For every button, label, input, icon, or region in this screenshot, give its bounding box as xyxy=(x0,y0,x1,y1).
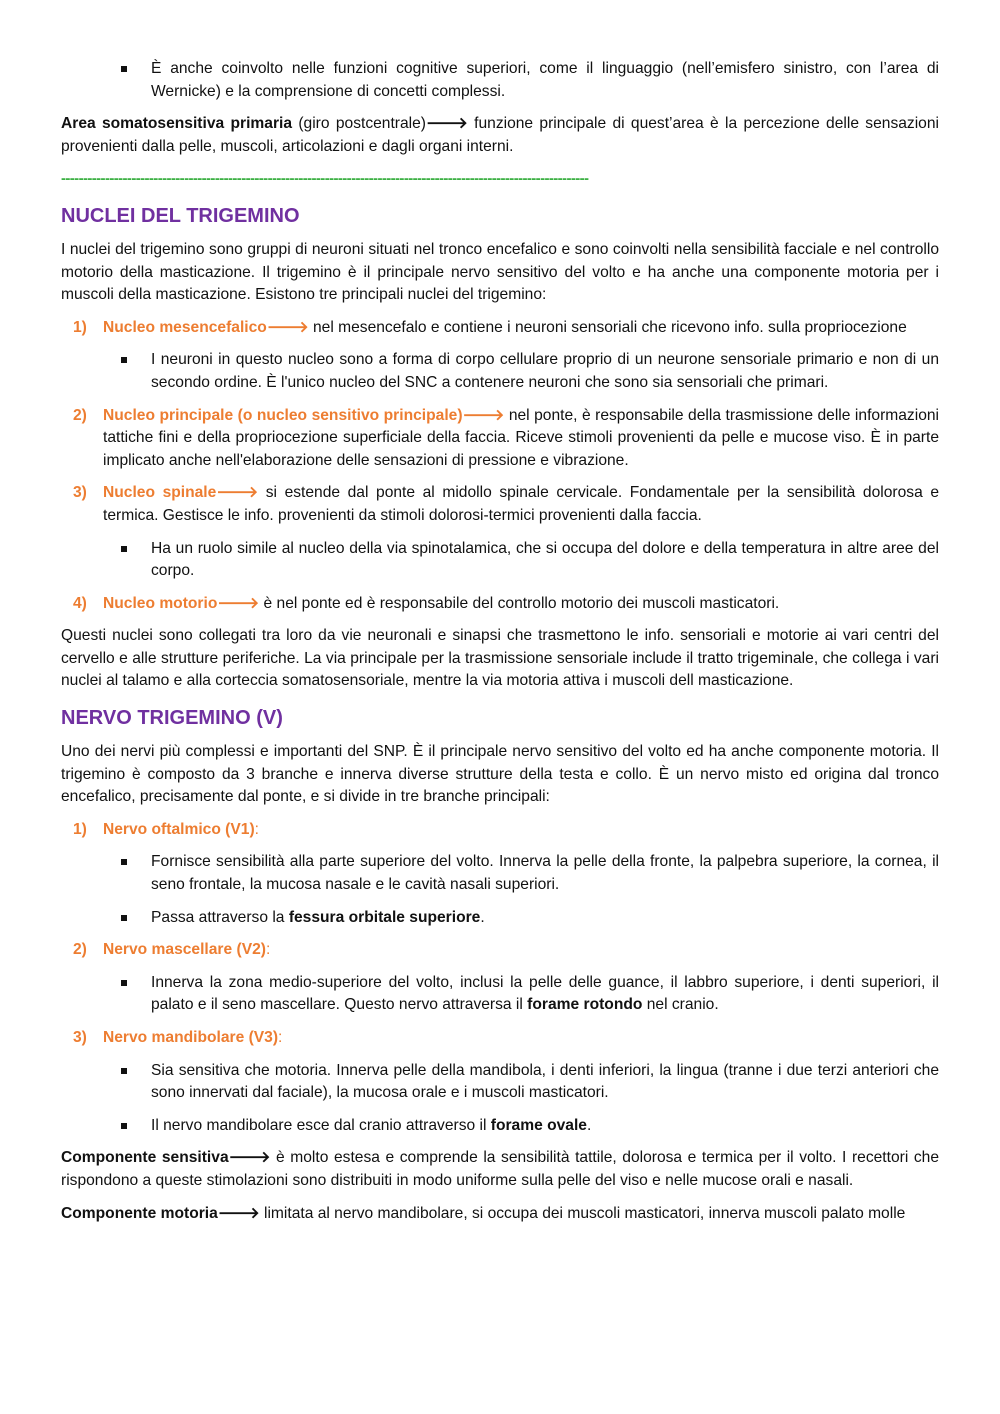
bullet-text-pre: Innerva la zona medio-superiore del volto, inclusi la pelle delle guance, il labbro superiore, i denti superiori, il palato e il seno mascellare. Questo nervo attraversa il xyxy=(151,973,939,1014)
item-text: si estende dal ponte al midollo spinale cervicale. Fondamentale per la sensibilità dolorosa e termica. Gestisce le info. provenienti da stimoli dolorosi-termici provenienti dalla faccia. xyxy=(103,484,939,524)
item-text: nel mesencefalo e contiene i neuroni sensoriali che ricevono info. sulla propriocezione xyxy=(308,318,907,336)
bullet-item xyxy=(61,538,939,583)
item-title: Nervo mandibolare (V3) xyxy=(103,1029,279,1046)
nuclei-outro: Questi nuclei sono collegati tra loro da vie neuronali e sinapsi che trasmettono le info. sensoriali e motorie ai vari centri del cervello e alle strutture periferiche. La via principale per la trasmissione sensoriale include il tratto trigeminale, che collega i vari nuclei al talamo e alla corteccia somatosensoriale, mentre la via motoria attiva i muscoli dell masticazione. xyxy=(61,627,939,690)
arrow-icon: 🡒 xyxy=(217,594,260,612)
section-heading-nuclei: NUCLEI DEL TRIGEMINO xyxy=(61,204,300,227)
area-term: Area somatosensitiva primaria xyxy=(61,115,293,133)
bullet-item xyxy=(61,349,939,394)
list-item-nucleo-3 xyxy=(61,482,939,527)
item-title xyxy=(103,319,309,336)
list-number: 2) xyxy=(73,941,87,959)
bullet-text: È anche coinvolto nelle funzioni cognitive superiori, come il linguaggio (nell’emisfero sinistro, con l’area di Wernicke) e la comprensione di concetti complessi. xyxy=(151,60,939,100)
item-title xyxy=(103,484,258,501)
item-colon: : xyxy=(278,1029,283,1046)
arrow-icon: 🡒 xyxy=(266,318,309,336)
componente-sensitiva-paragraph xyxy=(61,1147,939,1192)
document-page xyxy=(61,58,939,1235)
arrow-icon: 🡒 xyxy=(217,1204,260,1222)
bullet-text: Ha un ruolo simile al nucleo della via spinotalamica, che si occupa del dolore e della temperatura in altre aree del corpo. xyxy=(151,539,939,580)
area-rest: (giro postcentrale) xyxy=(292,115,426,133)
item-colon: : xyxy=(265,941,271,959)
item-title: Nervo oftalmico (V1) xyxy=(103,820,255,838)
item-colon: : xyxy=(254,820,259,838)
arrow-icon: 🡒 xyxy=(216,484,259,502)
list-item-v1 xyxy=(61,819,939,842)
list-item-v3 xyxy=(61,1027,939,1050)
separator-line: ------------------------------------------------------------------------------------------------------------------------ xyxy=(61,170,589,188)
bullet-item xyxy=(61,972,939,1017)
area-somatosensitiva-paragraph xyxy=(61,113,939,158)
item-title-text: Nucleo spinale xyxy=(103,484,217,502)
list-item-nucleo-1 xyxy=(61,317,939,340)
section-heading-nervo: NERVO TRIGEMINO (V) xyxy=(61,707,283,730)
list-number: 4) xyxy=(73,594,87,612)
bullet-text: I neuroni in questo nucleo sono a forma di corpo cellulare proprio di un neurone sensoriale primario e non di un secondo ordine. È l'unico nucleo del SNC a contenere neuroni che sono sia sensoriali che primari. xyxy=(151,351,939,391)
componente-motoria-paragraph xyxy=(61,1203,939,1226)
bullet-text-post: . xyxy=(480,908,485,926)
bullet-item xyxy=(61,851,939,896)
list-number: 1) xyxy=(73,318,87,336)
nervo-intro: Uno dei nervi più complessi e importanti del SNP. È il principale nervo sensitivo del volto ed ha anche componente motoria. Il trigemino è composto da 3 branche e innerva diverse strutture della testa e collo. È un nervo misto ed origina dal tronco encefalico, precisamente dal ponte, e si divide in tre branche principali: xyxy=(61,743,939,806)
list-item-nucleo-4 xyxy=(61,593,939,616)
item-title-text: Nucleo principale (o nucleo sensitivo principale) xyxy=(103,406,463,424)
item-title-text: Nucleo motorio xyxy=(103,594,218,612)
bullet-item xyxy=(61,1060,939,1105)
bullet-text-bold: forame rotondo xyxy=(527,996,643,1014)
bullet-text-bold: forame ovale xyxy=(490,1116,587,1134)
list-number: 3) xyxy=(73,1029,87,1046)
item-title-text: Nucleo mesencefalico xyxy=(103,318,267,336)
list-item-nucleo-2 xyxy=(61,405,939,473)
motoria-term: Componente motoria xyxy=(61,1204,218,1222)
item-title: Nervo mascellare (V2) xyxy=(103,941,266,959)
list-number: 1) xyxy=(73,820,87,838)
arrow-icon: 🡒 xyxy=(426,115,468,133)
sensitiva-term: Componente sensitiva xyxy=(61,1149,229,1167)
bullet-item xyxy=(61,907,939,930)
sensitiva-text: è molto estesa e comprende la sensibilità tattile, dolorosa e termica per il volto. I recettori che rispondono a queste stimolazioni sono distribuiti in modo uniforme sulla pelle del viso e nelle mucose orali e nasali. xyxy=(61,1149,940,1189)
bullet-text-post: . xyxy=(586,1116,592,1134)
motoria-text: limitata al nervo mandibolare, si occupa dei muscoli masticatori, innerva muscoli palato molle xyxy=(259,1204,906,1222)
bullet-item xyxy=(61,58,939,103)
item-text: è nel ponte ed è responsabile del controllo motorio dei muscoli masticatori. xyxy=(259,594,780,612)
list-item-v2 xyxy=(61,939,939,962)
bullet-text-pre: Passa attraverso la xyxy=(151,908,289,926)
bullet-item xyxy=(61,1115,939,1138)
bullet-text-pre: Il nervo mandibolare esce dal cranio attraverso il xyxy=(151,1116,491,1134)
item-title xyxy=(103,407,504,424)
bullet-text-post: nel cranio. xyxy=(642,996,719,1014)
list-number: 3) xyxy=(73,484,87,502)
bullet-text-bold: fessura orbitale superiore xyxy=(288,908,481,926)
arrow-icon: 🡒 xyxy=(462,406,505,424)
item-title xyxy=(103,595,259,612)
nuclei-intro: I nuclei del trigemino sono gruppi di neuroni situati nel tronco encefalico e sono coinvolti nella sensibilità facciale e nel controllo motorio della masticazione. Il trigemino è il principale nervo sensitivo del volto e ha anche una componente motoria per i muscoli della masticazione. Esistono tre principali nuclei del trigemino: xyxy=(61,240,939,304)
bullet-text: Sia sensitiva che motoria. Innerva pelle della mandibola, i denti inferiori, la lingua (tranne i due terzi anteriori che sono innervati dal faciale), la mucosa orale e i muscoli masticatori. xyxy=(151,1061,939,1102)
list-number: 2) xyxy=(73,406,87,424)
bullet-text: Fornisce sensibilità alla parte superiore del volto. Innerva la pelle della fronte, la palpebra superiore, la cornea, il seno frontale, la mucosa nasale e le cavità nasali superiori. xyxy=(151,853,939,894)
area-text: funzione principale di quest’area è la percezione delle sensazioni provenienti dalla pelle, muscoli, articolazioni e dagli organi interni. xyxy=(61,115,939,155)
arrow-icon: 🡒 xyxy=(228,1149,271,1167)
item-text: nel ponte, è responsabile della trasmissione delle informazioni tattiche fini e della propriocezione superficiale della faccia. Riceve stimoli provenienti da pelle e mucose viso. È in parte implicato anche nell'elaborazione delle sensazioni di pressione e vibrazione. xyxy=(103,406,939,469)
